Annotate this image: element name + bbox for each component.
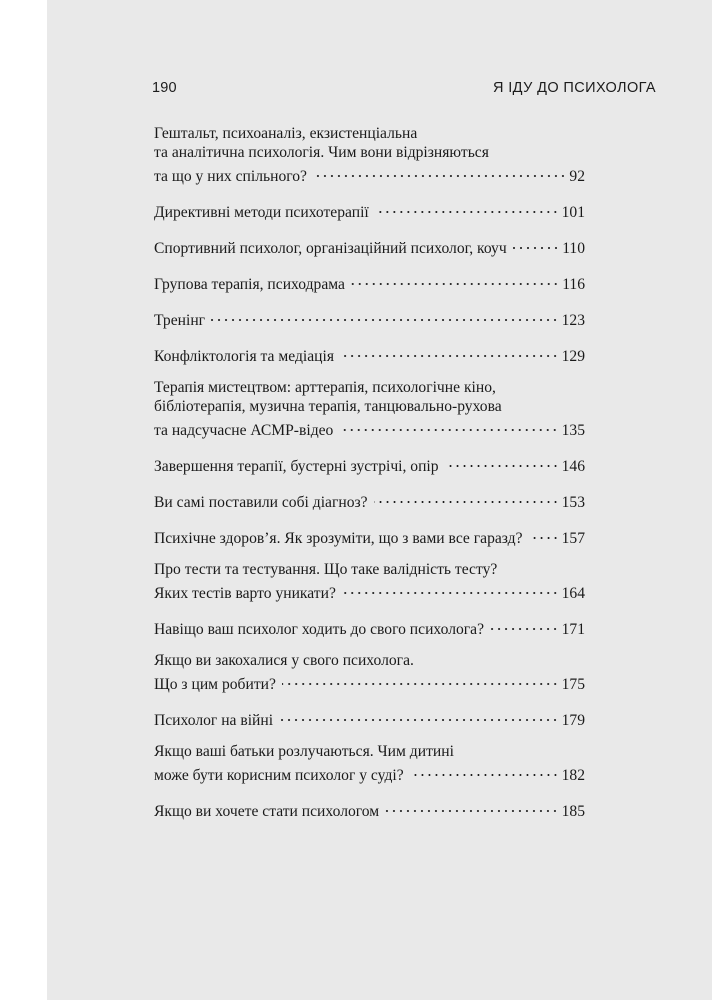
toc-entry-title-line: Ви самі поставили собі діагноз? xyxy=(154,494,368,511)
toc-page-number: 123 xyxy=(561,312,585,329)
toc-page-number: 185 xyxy=(561,803,585,820)
toc-page-number: 175 xyxy=(561,676,585,693)
toc-entry-title-line: Директивні методи психотерапії xyxy=(154,204,369,221)
toc-entry-title-line: може бути корисним психолог у суді? xyxy=(154,767,404,784)
dot-leader xyxy=(513,234,560,253)
dot-leader xyxy=(339,416,558,435)
toc-entry-title-line: Навіщо ваш психолог ходить до свого психолога? xyxy=(154,621,485,638)
toc-entry-title-line: Що з цим робити? xyxy=(154,676,276,693)
toc-entry-final-line xyxy=(154,761,585,784)
toc-entry-title-line: та що у них спільного? xyxy=(154,168,307,185)
toc-entry xyxy=(154,234,585,257)
toc-entry-title-line: Яких тестів варто уникати? xyxy=(154,585,336,602)
dot-leader xyxy=(445,452,559,471)
dot-leader xyxy=(342,579,559,598)
toc-page-number: 101 xyxy=(561,204,585,221)
toc-entry-final-line xyxy=(154,306,585,329)
toc-entry-title-line: Терапія мистецтвом: арттерапія, психологічне кіно, xyxy=(154,379,496,396)
toc-entry-title-line: Спортивний психолог, організаційний психолог, коуч xyxy=(154,240,507,257)
toc-entry xyxy=(154,342,585,365)
toc-entry-final-line xyxy=(154,670,585,693)
dot-leader xyxy=(410,761,559,780)
toc-page-number: 164 xyxy=(561,585,585,602)
dot-leader xyxy=(385,797,558,816)
toc-entry-title-line: Завершення терапії, бустерні зустрічі, опір xyxy=(154,458,439,475)
toc-page-number: 135 xyxy=(561,422,585,439)
toc-entry-title-line: Психічне здоров’я. Як зрозуміти, що з вами все гаразд? xyxy=(154,530,523,547)
toc-entry-final-line xyxy=(154,270,585,293)
dot-leader xyxy=(282,670,559,689)
table-of-contents xyxy=(154,124,585,833)
toc-entry-final-line xyxy=(154,579,585,602)
toc-entry xyxy=(154,306,585,329)
toc-entry-final-line xyxy=(154,198,585,221)
toc-entry-final-line xyxy=(154,162,585,185)
dot-leader xyxy=(279,706,559,725)
toc-entry xyxy=(154,742,585,784)
toc-entry xyxy=(154,560,585,602)
toc-entry-title-line: Якщо ви хочете стати психологом xyxy=(154,803,380,820)
toc-entry-title-line: Якщо ваші батьки розлучаються. Чим дитині xyxy=(154,743,454,760)
toc-entry xyxy=(154,488,585,511)
book-title: Я ІДУ ДО ПСИХОЛОГА xyxy=(492,80,656,96)
toc-entry-final-line xyxy=(154,416,585,439)
toc-page-number: 153 xyxy=(561,494,585,511)
toc-entry-final-line xyxy=(154,524,585,547)
toc-entry-title-line: Групова терапія, психодрама xyxy=(154,276,345,293)
toc-entry xyxy=(154,524,585,547)
dot-leader xyxy=(374,488,559,507)
toc-entry-title-line: та надсучасне АСМР-відео xyxy=(154,422,334,439)
toc-page-number: 171 xyxy=(561,621,585,638)
dot-leader xyxy=(490,615,559,634)
toc-entry xyxy=(154,797,585,820)
toc-entry xyxy=(154,615,585,638)
book-page xyxy=(47,0,712,1000)
toc-page-number: 116 xyxy=(562,276,585,293)
toc-page-number: 92 xyxy=(569,168,585,185)
dot-leader xyxy=(375,198,559,217)
toc-entry-final-line xyxy=(154,342,585,365)
toc-entry-final-line xyxy=(154,488,585,511)
toc-page-number: 182 xyxy=(561,767,585,784)
toc-entry-title-line: Психолог на війні xyxy=(154,712,274,729)
toc-page-number: 179 xyxy=(561,712,585,729)
dot-leader xyxy=(313,162,566,181)
page-number: 190 xyxy=(152,80,177,96)
toc-entry-title-line: бібліотерапія, музична терапія, танцювально-рухова xyxy=(154,398,502,415)
toc-entry-final-line xyxy=(154,615,585,638)
toc-page-number: 129 xyxy=(561,348,585,365)
dot-leader xyxy=(529,524,559,543)
dot-leader xyxy=(351,270,559,289)
toc-entry xyxy=(154,378,585,439)
toc-entry-final-line xyxy=(154,706,585,729)
toc-entry-title-line: Гештальт, психоаналіз, екзистенціальна xyxy=(154,125,418,142)
toc-entry-title-line: Тренінг xyxy=(154,312,206,329)
toc-entry-title-line: Якщо ви закохалися у свого психолога. xyxy=(154,652,414,669)
toc-entry xyxy=(154,452,585,475)
dot-leader xyxy=(340,342,559,361)
toc-entry xyxy=(154,270,585,293)
toc-entry xyxy=(154,651,585,693)
toc-page-number: 157 xyxy=(561,530,585,547)
toc-entry xyxy=(154,198,585,221)
running-head xyxy=(47,80,712,100)
toc-entry-title-line: та аналітична психологія. Чим вони відрізняються xyxy=(154,144,489,161)
toc-entry xyxy=(154,706,585,729)
toc-entry-final-line xyxy=(154,234,585,257)
dot-leader xyxy=(211,306,559,325)
toc-entry-final-line xyxy=(154,797,585,820)
toc-page-number: 110 xyxy=(562,240,585,257)
toc-entry xyxy=(154,124,585,185)
toc-page-number: 146 xyxy=(561,458,585,475)
toc-entry-title-line: Конфліктологія та медіація xyxy=(154,348,334,365)
toc-entry-title-line: Про тести та тестування. Що таке валідність тесту? xyxy=(154,561,498,578)
toc-entry-final-line xyxy=(154,452,585,475)
